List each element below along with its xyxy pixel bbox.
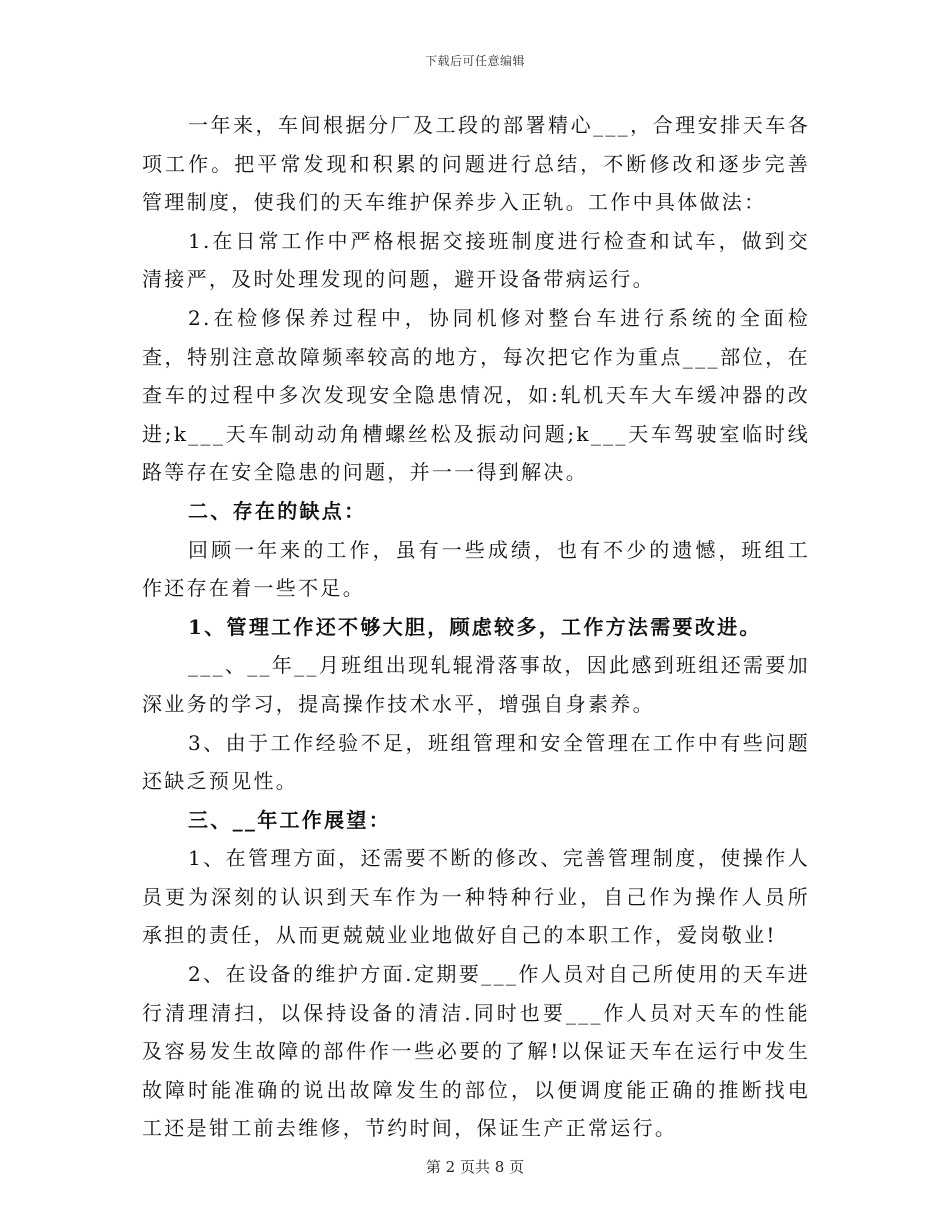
paragraph-outlook-2: 2、在设备的维护方面.定期要___作人员对自己所使用的天车进行清理清扫，以保持设备的清洁.同时也要___作人员对天车的性能及容易发生故障的部件作一些必要的了解!以保证天车在运行中发生故障时能准确的说出故障发生的部位，以便调度能正确的推断找电工还是钳工前去维修，节约时间，保证生产正常运行。 bbox=[142, 962, 810, 1141]
paragraph-accident: ___、__年__月班组出现轧辊滑落事故，因此感到班组还需要加深业务的学习，提高操作技术水平，增强自身素养。 bbox=[142, 653, 810, 716]
paragraph-item-2: 2.在检修保养过程中，协同机修对整台车进行系统的全面检查，特别注意故障频率较高的地方，每次把它作为重点___部位，在查车的过程中多次发现安全隐患情况，如:轧机天车大车缓冲器的改进;k___天车制动动角槽螺丝松及振动问题;k___天车驾驶室临时线路等存在安全隐患的问题，并一一得到解决。 bbox=[142, 305, 810, 485]
section-heading-shortcomings: 二、存在的缺点： bbox=[188, 498, 367, 523]
page-footer: 第 2 页共 8 页 bbox=[425, 1158, 525, 1176]
paragraph-review: 回顾一年来的工作，虽有一些成绩，也有不少的遗憾，班组工作还存在着一些不足。 bbox=[142, 537, 810, 601]
paragraph-experience: 3、由于工作经验不足，班组管理和安全管理在工作中有些问题还缺乏预见性。 bbox=[142, 730, 810, 794]
subheading-management: 1、管理工作还不够大胆，顾虑较多，工作方法需要改进。 bbox=[188, 614, 762, 639]
paragraph-item-1: 1.在日常工作中严格根据交接班制度进行检查和试车，做到交清接严，及时处理发现的问题，避开设备带病运行。 bbox=[142, 228, 810, 292]
section-heading-outlook: 三、__年工作展望： bbox=[188, 807, 391, 832]
page-header: 下载后可任意编辑 bbox=[424, 54, 525, 68]
document-body bbox=[142, 106, 810, 1148]
paragraph-intro: 一年来，车间根据分厂及工段的部署精心___，合理安排天车各项工作。把平常发现和积累的问题进行总结，不断修改和逐步完善管理制度，使我们的天车维护保养步入正轨。工作中具体做法： bbox=[142, 113, 810, 215]
paragraph-outlook-1: 1、在管理方面，还需要不断的修改、完善管理制度，使操作人员更为深刻的认识到天车作为一种特种行业，自己作为操作人员所承担的责任，从而更兢兢业业地做好自己的本职工作，爱岗敬业! bbox=[142, 846, 810, 948]
